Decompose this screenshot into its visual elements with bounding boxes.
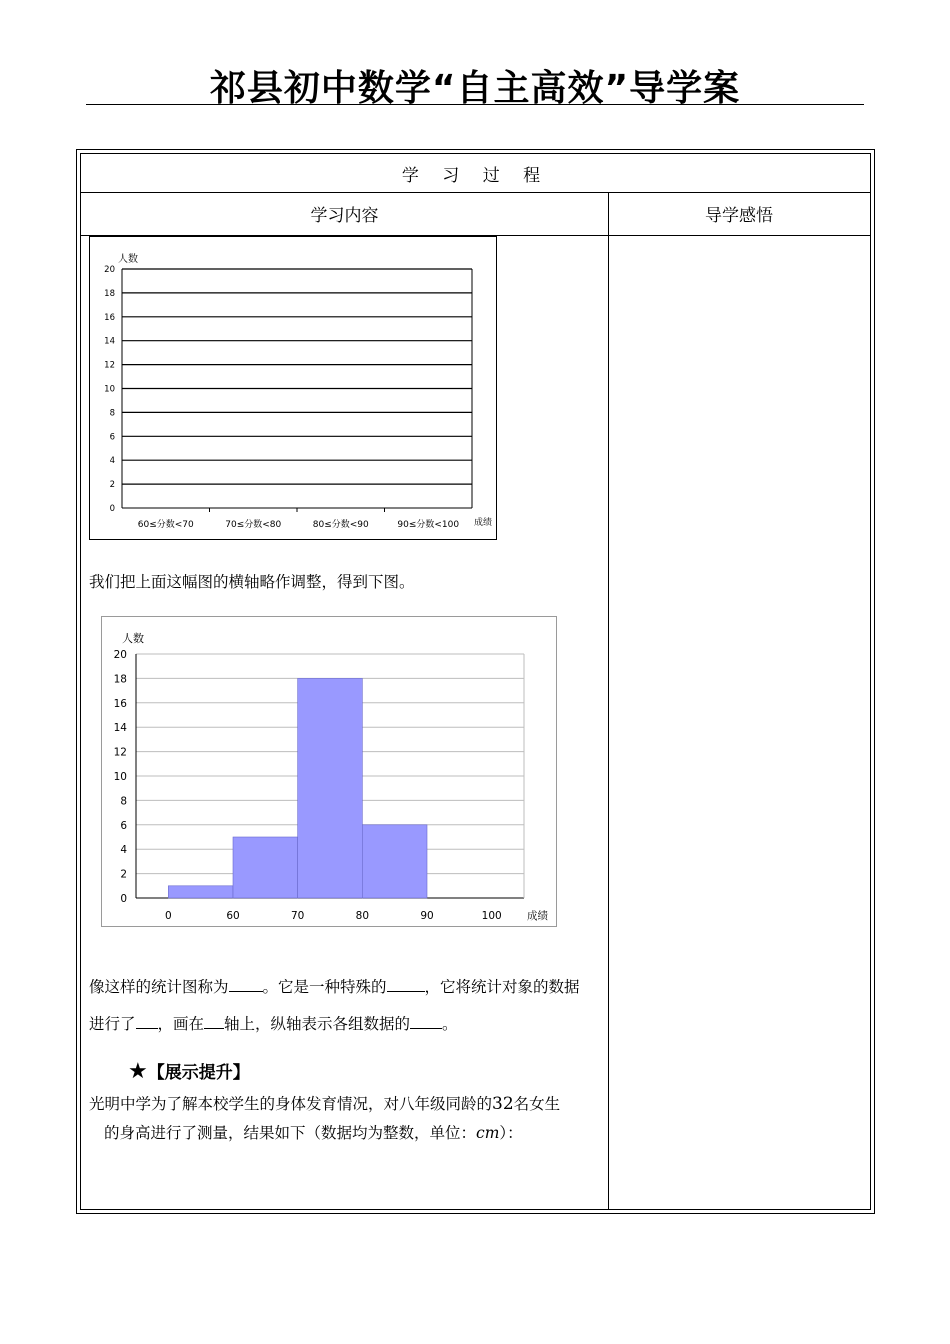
- x-tick-label: 60: [226, 910, 240, 922]
- x-tick-label: 70: [290, 910, 305, 922]
- histogram-bar: [233, 837, 298, 898]
- x-tick-label: 100: [481, 910, 502, 922]
- answer-blank-chart-kind[interactable]: [387, 990, 425, 992]
- y-tick-label: 20: [104, 265, 115, 275]
- y-tick-label: 18: [113, 673, 127, 686]
- question-line-1: [89, 975, 580, 997]
- column-header-reflection: 导学感悟: [705, 206, 773, 226]
- y-tick-label: 6: [120, 819, 127, 832]
- y-tick-label: 20: [113, 649, 127, 661]
- answer-blank-grouping[interactable]: [136, 1027, 158, 1029]
- question-1-part-c: ，它将统计对象的数据: [424, 978, 580, 996]
- y-tick-label: 10: [104, 384, 115, 395]
- x-axis-label: 成绩: [527, 910, 548, 922]
- problem-text-c: 的身高进行了测量，结果如下（数据均为整数，单位：: [104, 1124, 477, 1142]
- y-tick-label: 18: [104, 288, 115, 299]
- question-1-part-b: 。它是一种特殊的: [262, 978, 387, 996]
- histogram-bar: [168, 886, 233, 898]
- histogram-bar: [362, 825, 427, 898]
- y-tick-label: 2: [109, 480, 115, 491]
- x-tick-label: 90: [420, 910, 434, 922]
- column-header-content: 学习内容: [310, 206, 379, 226]
- y-axis-label: 人数: [118, 254, 138, 265]
- y-tick-label: 14: [113, 722, 127, 735]
- empty-bar-chart: [89, 236, 497, 540]
- answer-blank-chart-name[interactable]: [229, 990, 263, 992]
- x-category-label: 80≤分数<90: [312, 520, 369, 530]
- problem-unit: cm: [476, 1124, 500, 1142]
- histogram-chart-svg: [102, 617, 556, 926]
- answer-blank-frequency[interactable]: [410, 1027, 442, 1029]
- x-tick-label: 80: [355, 910, 370, 922]
- y-tick-label: 0: [120, 893, 127, 905]
- y-tick-label: 16: [104, 312, 115, 323]
- star-icon: ★: [128, 1059, 148, 1084]
- x-category-label: 90≤分数<100: [397, 520, 460, 530]
- section-header: 学 习 过 程: [81, 154, 870, 193]
- page-title: 祁县初中数学“自主高效”导学案: [209, 68, 741, 109]
- problem-text-b: 名女生: [513, 1095, 561, 1113]
- section-heading-label: 【展示提升】: [147, 1063, 250, 1083]
- column-header-row: [81, 192, 870, 236]
- y-tick-label: 2: [120, 868, 127, 881]
- y-axis-label: 人数: [122, 632, 144, 645]
- title-underline: [86, 104, 864, 105]
- x-axis-label: 成绩: [474, 518, 493, 528]
- x-category-label: 60≤分数<70: [137, 520, 194, 530]
- histogram-bar: [298, 678, 363, 898]
- y-tick-label: 10: [113, 771, 127, 783]
- problem-line-2: [104, 1121, 523, 1143]
- y-tick-label: 8: [120, 795, 127, 808]
- y-tick-label: 14: [104, 336, 115, 347]
- histogram-chart: [101, 616, 557, 927]
- problem-text-a: 光明中学为了解本校学生的身体发育情况，对八年级同龄的: [89, 1095, 493, 1113]
- empty-bar-chart-svg: [90, 237, 496, 539]
- y-tick-label: 12: [104, 360, 115, 371]
- problem-line-1: [89, 1092, 560, 1114]
- y-tick-label: 4: [109, 456, 115, 467]
- x-category-label: 70≤分数<80: [225, 520, 282, 530]
- y-tick-label: 4: [120, 844, 127, 857]
- problem-count: 32: [492, 1094, 514, 1114]
- x-tick-label: 0: [164, 910, 172, 922]
- column-divider: [608, 192, 609, 1209]
- question-2-part-d: 。: [442, 1015, 458, 1033]
- answer-blank-axis[interactable]: [204, 1027, 224, 1029]
- problem-text-d: ）：: [499, 1124, 523, 1142]
- y-tick-label: 8: [109, 408, 115, 419]
- section-heading-showcase: [128, 1058, 250, 1084]
- y-tick-label: 12: [113, 746, 127, 759]
- question-line-2: [89, 1012, 458, 1034]
- adjust-text: 我们把上面这幅图的横轴略作调整，得到下图。: [89, 573, 415, 591]
- y-tick-label: 0: [109, 504, 115, 514]
- question-2-part-b: ，画在: [157, 1015, 205, 1033]
- y-tick-label: 16: [113, 697, 127, 710]
- question-2-part-c: 轴上，纵轴表示各组数据的: [224, 1015, 411, 1033]
- question-1-part-a: 像这样的统计图称为: [89, 978, 229, 996]
- y-tick-label: 6: [109, 432, 115, 443]
- question-2-part-a: 进行了: [89, 1015, 136, 1033]
